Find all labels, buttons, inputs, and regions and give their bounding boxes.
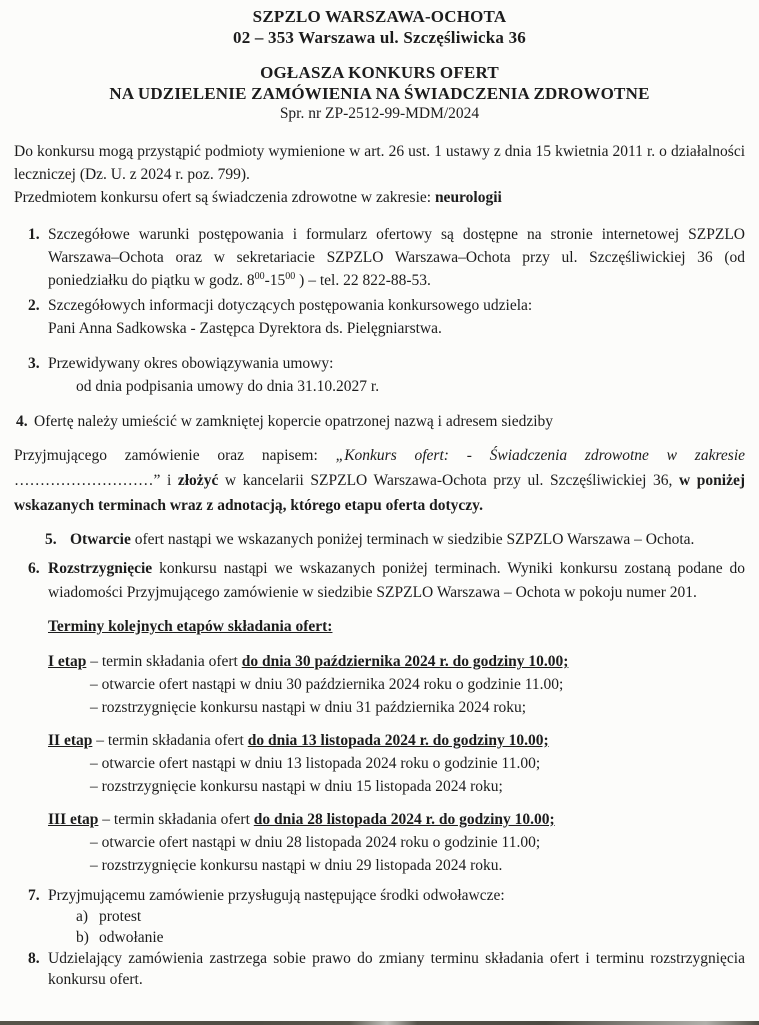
header-spacer [14, 48, 745, 62]
stage-2-deadline: do dnia 13 listopada 2024 r. do godziny 10.00; [247, 732, 549, 749]
item-6-text [48, 557, 745, 605]
scanner-edge-artifact [0, 1021, 759, 1025]
stage-3-label: III etap [48, 811, 99, 828]
stage-2-resolution-line: – rozstrzygnięcie konkursu nastąpi w dniu 15 listopada 2024 roku; [90, 778, 503, 795]
list-item-3 [14, 352, 745, 398]
list-item-2 [14, 294, 745, 340]
stage-2-headline [48, 729, 745, 752]
item-4-number: 4. [16, 413, 28, 430]
office-hours-superscript-2: 00 [285, 270, 296, 282]
stage-1-opening-line: – otwarcie ofert nastąpi w dniu 30 października 2024 roku o godzinie 11.00; [90, 676, 564, 693]
item-2-text [48, 294, 745, 340]
item-1-text [48, 223, 745, 292]
item-1-segment-2: -15 [264, 272, 286, 289]
stage-3-opening-line: – otwarcie ofert nastąpi w dniu 28 listopada 2024 roku o godzinie 11.00; [90, 834, 541, 851]
organization-name: SZPZLO WARSZAWA-OCHOTA [252, 7, 507, 26]
eligibility-paragraph: Do konkursu mogą przystąpić podmioty wymienione w art. 26 ust. 1 ustawy z dnia 15 kwietnia 2011 r. o działalności leczniczej (Dz. U. z 2024 r. poz. 799). [14, 143, 745, 183]
list-item-1 [14, 223, 745, 292]
item-7-text: Przyjmującemu zamówienie przysługują następujące środki odwoławcze: [48, 887, 505, 904]
item-6-rest: konkursu nastąpi we wskazanych poniżej terminach. Wyniki konkursu zostaną podane do wiadomości Przyjmującego zamówienie w siedzibie SZPZLO Warszawa – Ochota w pokoju numer 201. [48, 560, 745, 601]
subject-scope-bold: neurologii [431, 189, 502, 206]
envelope-segment-1: Przyjmującego zamówienie oraz napisem: [14, 447, 336, 464]
stage-2-opening-line: – otwarcie ofert nastąpi w dniu 13 listopada 2024 roku o godzinie 11.00; [90, 755, 541, 772]
contact-person-line: Pani Anna Sadkowska - Zastępca Dyrektora ds. Pielęgniarstwa. [48, 320, 442, 337]
envelope-quote-italic: „Konkurs ofert: - Świadczenia zdrowotne w zakresie [335, 447, 746, 464]
list-item-7 [14, 885, 745, 906]
office-hours-superscript-1: 00 [254, 270, 265, 282]
remedy-b-text: odwołanie [99, 929, 164, 946]
stage-1-label: I etap [48, 653, 87, 670]
stage-3-deadline: do dnia 28 listopada 2024 r. do godziny 10.00; [253, 811, 555, 828]
stage-3-mid: – termin składania ofert [98, 811, 254, 828]
stage-block-2 [48, 729, 745, 798]
list-item-5 [14, 528, 745, 551]
stage-1-resolution-line: – rozstrzygnięcie konkursu nastąpi w dniu 31 października 2024 roku; [90, 699, 527, 716]
envelope-dotted-blank: ………………………” i [14, 472, 178, 489]
item-2-line-1: Szczegółowych informacji dotyczących postępowania konkursowego udziela: [48, 297, 533, 314]
item-7-number: 7. [28, 887, 40, 904]
item-5-rest: ofert nastąpi we wskazanych poniżej terminach w siedzibie SZPZLO Warszawa – Ochota. [130, 531, 695, 548]
stage-1-headline [48, 650, 745, 673]
envelope-submit-bold: złożyć [177, 472, 219, 489]
document-header [14, 6, 745, 124]
item-5-number: 5. [45, 531, 57, 548]
announcement-title-line1: OGŁASZA KONKURS OFERT [260, 63, 499, 82]
list-item-8 [14, 948, 745, 990]
item-4-text: Ofertę należy umieścić w zamkniętej kopercie opatrzonej nazwą i adresem siedziby [34, 413, 554, 430]
case-reference-number: Spr. nr ZP-2512-99-MDM/2024 [279, 105, 480, 122]
item-5-opening-bold: Otwarcie [70, 531, 131, 548]
remedy-a-label: a) [76, 908, 89, 925]
item-3-number: 3. [28, 355, 40, 372]
item-6-resolution-bold: Rozstrzygnięcie [48, 560, 153, 577]
stage-1-deadline: do dnia 30 października 2024 r. do godziny 10.00; [241, 653, 569, 670]
announcement-title-line2: NA UDZIELENIE ZAMÓWIENIA NA ŚWIADCZENIA ZDROWOTNE [109, 84, 650, 103]
stage-3-resolution-line: – rozstrzygnięcie konkursu nastąpi w dniu 29 listopada 2024 roku. [90, 857, 503, 874]
stage-block-3 [48, 808, 745, 877]
item-6-number: 6. [28, 560, 40, 577]
list-item-6 [14, 557, 745, 605]
item-1-number: 1. [28, 226, 40, 243]
stage-3-headline [48, 808, 745, 831]
contract-period-label: Przewidywany okres obowiązywania umowy: [48, 355, 334, 372]
stage-2-mid: – termin składania ofert [92, 732, 248, 749]
item-8-number: 8. [28, 950, 40, 967]
organization-address: 02 – 353 Warszawa ul. Szczęśliwicka 36 [233, 28, 526, 47]
envelope-deadline-bold: w poniżej wskazanych terminach wraz z adnotacją, którego etapu oferta dotyczy. [14, 472, 745, 514]
item-5-text [70, 528, 745, 551]
remedy-option-b [14, 927, 745, 948]
subject-paragraph [14, 186, 745, 209]
envelope-segment-2: w kancelarii SZPZLO Warszawa-Ochota przy ul. Szczęśliwickiej 36, [218, 472, 679, 489]
item-3-text [48, 352, 745, 398]
stage-2-label: II etap [48, 732, 93, 749]
item-2-number: 2. [28, 297, 40, 314]
contract-period-dates: od dnia podpisania umowy do dnia 31.10.2027 r. [76, 378, 380, 395]
stages-heading: Terminy kolejnych etapów składania ofert: [48, 618, 333, 635]
remedy-b-label: b) [76, 929, 89, 946]
stage-1-mid: – termin składania ofert [86, 653, 242, 670]
stage-block-1 [48, 650, 745, 719]
item-8-text: Udzielający zamówienia zastrzega sobie prawo do zmiany terminu składania ofert i terminu rozstrzygnięcia konkursu ofert. [48, 950, 745, 988]
remedy-option-a [14, 906, 745, 927]
item-1-segment-1: Szczegółowe warunki postępowania i formularz ofertowy są dostępne na stronie internetowej SZPZLO Warszawa–Ochota oraz w sekretariacie SZPZLO Warszawa–Ochota przy ul. Szczęśliwickiej 36 (od poniedziałku do piątku w godz. 8 [48, 226, 745, 289]
item-1-segment-3: ) – tel. 22 822-88-53. [295, 272, 431, 289]
list-item-4 [14, 410, 745, 433]
remedy-a-text: protest [99, 908, 142, 925]
subject-paragraph-text: Przedmiotem konkursu ofert są świadczenia zdrowotne w zakresie: [14, 189, 432, 206]
envelope-instructions-paragraph [14, 443, 745, 518]
